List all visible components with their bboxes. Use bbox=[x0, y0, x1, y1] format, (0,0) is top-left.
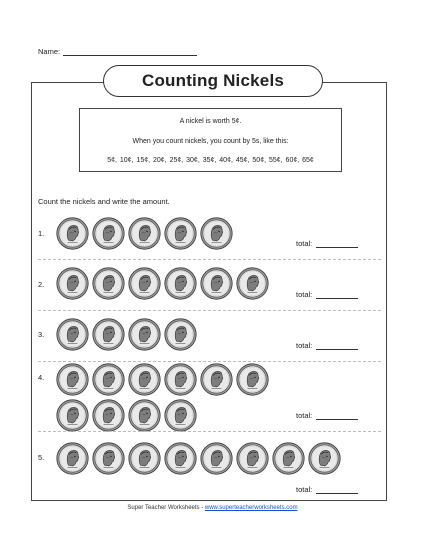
info-sequence: 5¢, 10¢, 15¢, 20¢, 25¢, 30¢, 35¢, 40¢, 45¢, 50¢, 55¢, 60¢, 65¢ bbox=[107, 157, 314, 164]
total-field[interactable] bbox=[296, 411, 358, 420]
nickel-coin-icon bbox=[128, 442, 161, 475]
coin-row bbox=[56, 399, 269, 432]
footer-text: Super Teacher Worksheets - bbox=[127, 505, 205, 511]
nickel-coin-icon bbox=[164, 217, 197, 250]
nickel-coin-icon bbox=[92, 442, 125, 475]
total-field[interactable] bbox=[296, 485, 358, 494]
problem-number: 1. bbox=[38, 229, 45, 238]
nickel-coin-icon bbox=[236, 267, 269, 300]
instruction: Count the nickels and write the amount. bbox=[38, 197, 170, 206]
nickel-coin-icon bbox=[308, 442, 341, 475]
total-field[interactable] bbox=[296, 290, 358, 299]
total-line[interactable] bbox=[316, 291, 358, 299]
nickel-coin-icon bbox=[92, 318, 125, 351]
nickel-coin-icon bbox=[92, 267, 125, 300]
coin-group bbox=[56, 217, 233, 253]
coin-row bbox=[56, 267, 269, 300]
nickel-coin-icon bbox=[56, 399, 89, 432]
nickel-coin-icon bbox=[164, 318, 197, 351]
problem-number: 3. bbox=[38, 330, 45, 339]
name-line[interactable] bbox=[63, 48, 197, 56]
nickel-coin-icon bbox=[56, 363, 89, 396]
info-line-2: When you count nickels, you count by 5s, like this: bbox=[132, 138, 289, 145]
nickel-coin-icon bbox=[164, 363, 197, 396]
total-field[interactable] bbox=[296, 341, 358, 350]
nickel-coin-icon bbox=[56, 217, 89, 250]
name-label: Name: bbox=[38, 47, 61, 56]
total-line[interactable] bbox=[316, 412, 358, 420]
nickel-coin-icon bbox=[200, 363, 233, 396]
nickel-coin-icon bbox=[128, 363, 161, 396]
total-label: total: bbox=[296, 290, 313, 299]
total-line[interactable] bbox=[316, 486, 358, 494]
nickel-coin-icon bbox=[92, 399, 125, 432]
coin-group bbox=[56, 267, 269, 303]
coin-group bbox=[56, 442, 341, 478]
nickel-coin-icon bbox=[56, 318, 89, 351]
nickel-coin-icon bbox=[128, 217, 161, 250]
total-label: total: bbox=[296, 411, 313, 420]
page-title: Counting Nickels bbox=[103, 65, 323, 97]
footer-link[interactable]: www.superteacherworksheets.com bbox=[204, 505, 298, 511]
coin-row bbox=[56, 363, 269, 396]
total-label: total: bbox=[296, 239, 313, 248]
nickel-coin-icon bbox=[200, 442, 233, 475]
nickel-coin-icon bbox=[200, 217, 233, 250]
nickel-coin-icon bbox=[236, 363, 269, 396]
nickel-coin-icon bbox=[92, 217, 125, 250]
nickel-coin-icon bbox=[128, 399, 161, 432]
divider bbox=[38, 361, 381, 362]
coin-group bbox=[56, 318, 197, 354]
nickel-coin-icon bbox=[128, 267, 161, 300]
problem-number: 2. bbox=[38, 280, 45, 289]
nickel-coin-icon bbox=[56, 267, 89, 300]
divider bbox=[38, 431, 381, 432]
total-field[interactable] bbox=[296, 239, 358, 248]
total-line[interactable] bbox=[316, 342, 358, 350]
total-label: total: bbox=[296, 485, 313, 494]
name-row bbox=[38, 47, 197, 56]
coin-row bbox=[56, 442, 341, 475]
info-box bbox=[79, 108, 342, 172]
nickel-coin-icon bbox=[236, 442, 269, 475]
nickel-coin-icon bbox=[164, 267, 197, 300]
info-line-1: A nickel is worth 5¢. bbox=[179, 118, 242, 125]
nickel-coin-icon bbox=[200, 267, 233, 300]
nickel-coin-icon bbox=[164, 399, 197, 432]
coin-row bbox=[56, 318, 197, 351]
nickel-coin-icon bbox=[128, 318, 161, 351]
total-line[interactable] bbox=[316, 240, 358, 248]
nickel-coin-icon bbox=[164, 442, 197, 475]
problem-number: 5. bbox=[38, 453, 45, 462]
footer bbox=[0, 505, 425, 511]
nickel-coin-icon bbox=[92, 363, 125, 396]
nickel-coin-icon bbox=[56, 442, 89, 475]
problem-number: 4. bbox=[38, 373, 45, 382]
total-label: total: bbox=[296, 341, 313, 350]
nickel-coin-icon bbox=[272, 442, 305, 475]
coin-row bbox=[56, 217, 233, 250]
divider bbox=[38, 310, 381, 311]
coin-group bbox=[56, 363, 269, 435]
divider bbox=[38, 259, 381, 260]
